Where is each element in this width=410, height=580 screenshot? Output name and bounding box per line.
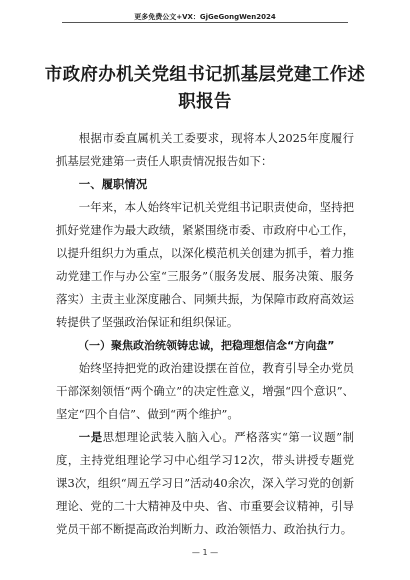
intro-paragraph: 根据市委直属机关工委要求，现将本人2025年度履行抓基层党建第一责任人职责情况报告如下： [56,131,354,168]
page-number: — 1 — [191,548,219,557]
point-text: 思想理论武装入脑入心。严格落实“第一议题”制度，主持党组理论学习中心组学习12次，带头讲授专题党课3次，组织“周五学习日”活动40余次，深入学习党的创新理论、党的二十大精神及中央、省、市重要会议精神，引导党员干部不断提高政治判断力、政治领悟力、政治执行力。 [56,430,354,536]
header-note: 更多免费公文+VX：GjGeGongWen2024 [134,13,276,21]
section1-paragraph: 一年来，本人始终牢记机关党组书记职责使命，坚持把抓好党建作为最大政绩，紧紧围绕市委、市政府中心工作，以提升组织力为重点，以深化模范机关创建为抓手，着力推动党建工作与办公室“三服务”（服务发展、服务决策、服务落实）主责主业深度融合、同频共振，为保障市政府高效运转提供了坚强政治保证和组织保证。 [56,200,354,329]
subsection1-point-1 [56,426,354,541]
document-title: 市政府办机关党组书记抓基层党建工作述职报告 [44,65,366,112]
header-divider [62,22,348,23]
point-lead: 一是 [78,430,103,444]
section-heading-1: 一、履职情况 [78,177,148,191]
subsection1-paragraph: 始终坚持把党的政治建设摆在首位，教育引导全办党员干部深刻领悟“两个确立”的决定性意义，增强“四个意识”、坚定“四个自信”、做到“两个维护”。 [56,361,354,421]
subsection-heading-1: （一）聚焦政治统领铸忠诚，把稳理想信念“方向盘” [78,339,335,352]
document-body [56,127,354,541]
